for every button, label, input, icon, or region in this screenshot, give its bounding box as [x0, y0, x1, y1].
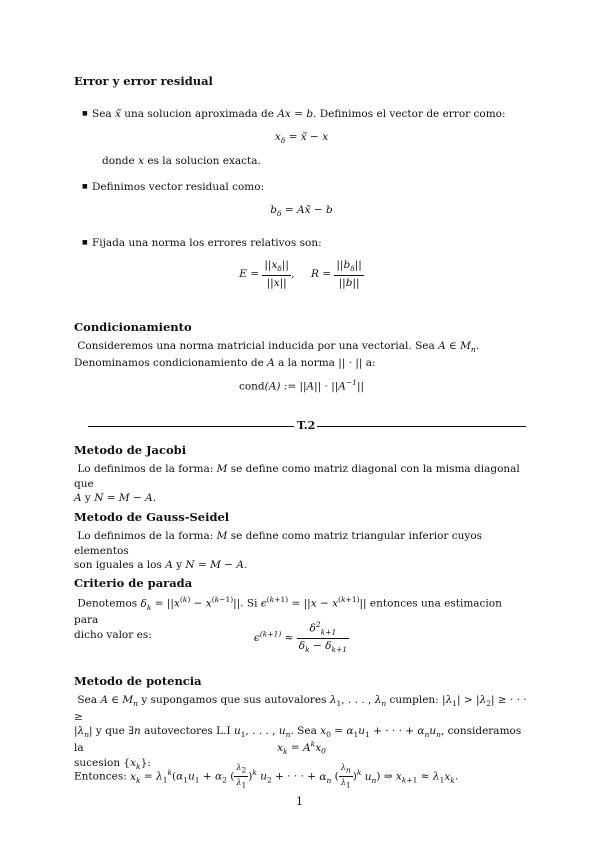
section-title-parada: Criterio de parada: [74, 576, 193, 590]
equation-cond: cond(A) := $||A|| \cdot ||A^{-1}||$: [238, 378, 365, 393]
text-power-limit: Entonces: $x_k = \lambda_1^k(\alpha_1u_1 + \alpha_2$ ( $\frac{\lambda_2}{\lambda_1}$ )$^k$ $u_2$ + · · · + $\alpha_n$ ( $\frac{\lambda_n}{\lambda_1}$ )$^k$ $u_n$) ⇒ $x_{k+1} \approx \lambda_1x_k$.: [74, 763, 459, 790]
equation-error-vector: $x_\delta$ = x̃ − x: [274, 131, 329, 146]
section-title-jacobi: Metodo de Jacobi: [74, 443, 187, 457]
text-gauss-seidel: Lo definimos de la forma: M se define como matriz triangular inferior cuyos elementos son iguales a los A y N = M − A.: [74, 530, 483, 572]
text-parada: Denotemos $\delta_k = ||x^{(k)} - x^{(k-1)}||$. Si $\epsilon^{(k+1)} = ||x - x^{(k+1)}||$ entonces una estimacion para dicho valor es:: [74, 595, 502, 641]
equation-parada: $\epsilon^{(k+1)}$ ≈ $\frac{\delta^2_{k+1}}{\delta_k - \delta_{k+1}}$: [253, 620, 348, 655]
bullet-relative-errors: ■ Fijada una norma los errores relativos son:: [92, 236, 322, 251]
equation-residual-vector: $b_\delta$ = Ax̃ − b: [270, 204, 333, 219]
bullet-residual-vector: ■ Definimos vector residual como:: [92, 180, 264, 195]
section-title-error: Error y error residual: [74, 74, 213, 88]
section-separator: [88, 418, 526, 432]
equation-power-iteration: $x_k = A^kx_0$: [277, 739, 326, 756]
text-cond: Consideremos una norma matricial inducida por una vectorial. Sea A ∈ $M_n$. Denominamos condicionamiento de A a la norma || · || a:: [74, 340, 480, 369]
section-title-gauss-seidel: Metodo de Gauss-Seidel: [74, 510, 230, 524]
text-potencia: Sea A ∈ $M_n$ y supongamos que sus autovalores $\lambda_1$, . . . , $\lambda_n$ cumplen: $|\lambda_1| > |\lambda_2|$ ≥ · · · ≥ $|\lambda_n|$ y que ∃n autovectores L.I $u_1$, . . . , $u_n$. Sea $x_0 = \alpha_1u_1$ + · · · + $\alpha_nu_n$, consideramos la sucesion $\{x_k\}$:: [74, 694, 527, 771]
text-exact-solution: donde x es la solucion exacta.: [102, 155, 261, 167]
page-number: 1: [296, 795, 303, 808]
bullet-approx-solution: ■ Sea x̃ una solucion aproximada de Ax = b. Definimos el vector de error como:: [92, 107, 506, 122]
text-jacobi: Lo definimos de la forma: M se define como matriz diagonal con la misma diagonal que A y N = M − A.: [74, 463, 520, 505]
separator-label: T.2: [297, 419, 316, 432]
equation-relative-errors: E = $\frac{||x_\delta||}{||x||}$ , R = $\frac{||b_\delta||}{||b||}$: [239, 259, 362, 289]
section-title-potencia: Metodo de potencia: [74, 674, 202, 688]
section-title-cond: Condicionamiento: [74, 320, 192, 334]
